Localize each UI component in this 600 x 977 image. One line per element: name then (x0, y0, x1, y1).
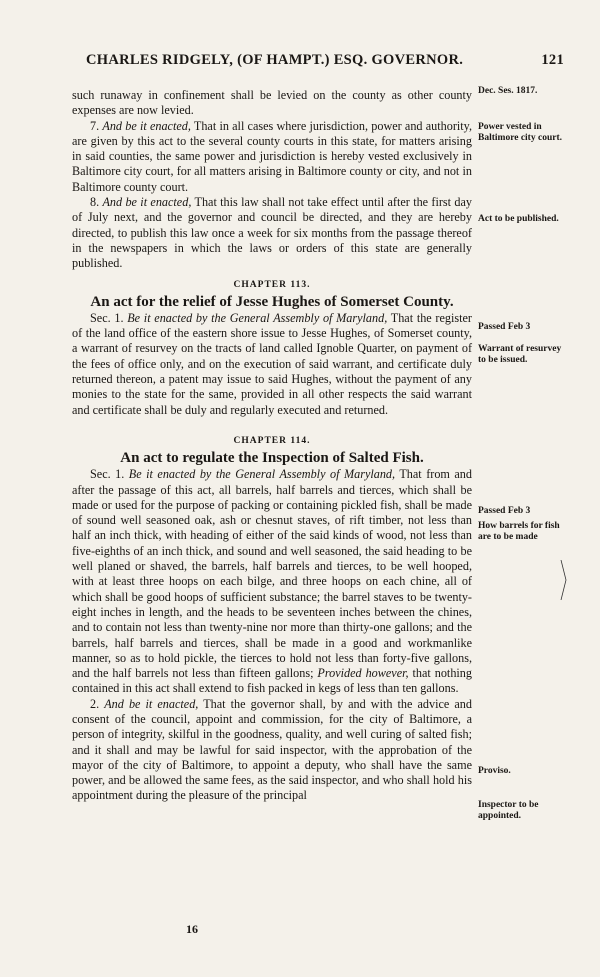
spacer (72, 418, 472, 428)
ch114-sec2-text: That the governor shall, by and with the advice and consent of the council, appoint and commission, for the city of Baltimore, a person of integrity, skilful in the goodness, quality, and well curing of salted fish; and it shall and may be lawful for said inspector, with the approbation of the mayor of the city of Baltimore, to appoint a deputy, who shall have the same power, and be allowed the same fees, as the said inspector, and who shall hold his appointment during the pleasure of the principal (72, 696, 472, 803)
margin-bracket-icon (560, 560, 568, 600)
chapter-114-section-2 (72, 697, 472, 804)
section-8-enacting-clause: And be it enacted, (102, 195, 192, 210)
margin-note-act-published: Act to be published. (478, 214, 559, 224)
running-title: CHARLES RIDGELY, (OF HAMPT.) ESQ. GOVERNOR. (86, 52, 464, 68)
chapter-114-section-1 (72, 467, 472, 696)
margin-note-warrant: Warrant of resurvey to be issued. (478, 344, 562, 365)
margin-note-barrels: How barrels for fish are to be made (478, 521, 560, 542)
section-8 (72, 195, 472, 271)
section-8-text: That this law shall not take effect until after the first day of July next, and the governor and council be directed, and they are hereby directed, to publish this law once a week for six months from the passage thereof in the newspapers in which the laws or orders of this state are generally published. (72, 195, 472, 271)
chapter-113-heading: CHAPTER 113. (233, 279, 311, 290)
ch113-sec1-number: Sec. 1. (90, 310, 128, 325)
margin-note-passed-113: Passed Feb 3 (478, 322, 531, 332)
margin-note-power-vested: Power vested in Baltimore city court. (478, 122, 562, 143)
ch113-sec1-enacting-clause: Be it enacted by the General Assembly of Maryland, (127, 310, 388, 325)
chapter-113-section-1 (72, 311, 472, 418)
chapter-114-heading: CHAPTER 114. (233, 435, 311, 446)
section-7-text: That in all cases where jurisdiction, power and authority, are given by this act to the several county courts in this state, for matters arising in said counties, the same power and jurisdiction is hereby vested exclusively in Baltimore city court, for all matters arising in Baltimore county or city, and not in Baltimore county court. (72, 118, 473, 194)
section-8-number: 8. (90, 195, 103, 210)
ch114-sec2-enacting-clause: And be it enacted, (104, 696, 199, 711)
margin-note-passed-114: Passed Feb 3 (478, 506, 531, 516)
ch114-proviso-text: that nothing contained in this act shall extend to fish packed in kegs of less than ten gallons. (72, 666, 472, 696)
ch114-proviso-clause: Provided however, (317, 666, 409, 681)
margin-note-session: Dec. Ses. 1817. (478, 86, 538, 96)
paragraph-runaway: such runaway in confinement shall be levied on the county as other county expenses are now levied. (72, 88, 472, 118)
ch114-sec1-number: Sec. 1. (90, 467, 129, 482)
signature-mark: 16 (186, 922, 198, 936)
ch113-sec1-text: That the register of the land office of the eastern shore issue to Jesse Hughes, of Somerset county, a warrant of resurvey on the tracts of land called Ignoble Quarter, on payment of the fees of office only, and on the execution of said warrant, and certificate duly returned thereon, a patent may issue to said Hughes, without the payment of any monies to the state for the same, provided in all other respects the said warrant and certificate shall be duly and regularly executed and returned. (72, 310, 472, 417)
margin-note-inspector: Inspector to be appointed. (478, 800, 539, 821)
section-7-enacting-clause: And be it enacted, (102, 118, 191, 133)
page-number: 121 (541, 52, 564, 68)
section-7 (72, 119, 472, 195)
ch114-sec2-number: 2. (90, 696, 105, 711)
margin-note-proviso: Proviso. (478, 766, 511, 776)
ch114-sec1-text: That from and after the passage of this act, all barrels, half barrels and tierces, which shall be made or used for the purpose of packing or containing pickled fish, shall be made of sound well seasoned oak, ash or chesnut staves, of rift timber, not less than half an inch thick, with heading of either of the said kinds of wood, not less than five-eighths of an inch thick, and sound and well seasoned, the said heading to be well planed or shaved, the barrels, half barrels and tierces, to be well hooped, with at least three hoops on each bilge, and three hoops on each chine, all of which shall be good hoops of sufficient substance; the barrel staves to be twenty-eight inches in length, and the heads to be seventeen inches between the chines, and to contain not less than twenty-nine nor more than thirty-one gallons; and the barrels, half barrels and tierces, shall be made in a good and workmanlike manner, so as to hold pickle, the tierces to hold not less than forty-five gallons, and the half barrels not less than fifteen gallons; (72, 467, 472, 681)
section-7-number: 7. (90, 118, 103, 133)
ch114-sec1-enacting-clause: Be it enacted by the General Assembly of Maryland, (128, 467, 396, 482)
chapter-113-title: An act for the relief of Jesse Hughes of Somerset County. (90, 293, 454, 310)
main-text (72, 88, 472, 804)
chapter-114-title: An act to regulate the Inspection of Salted Fish. (120, 450, 424, 467)
